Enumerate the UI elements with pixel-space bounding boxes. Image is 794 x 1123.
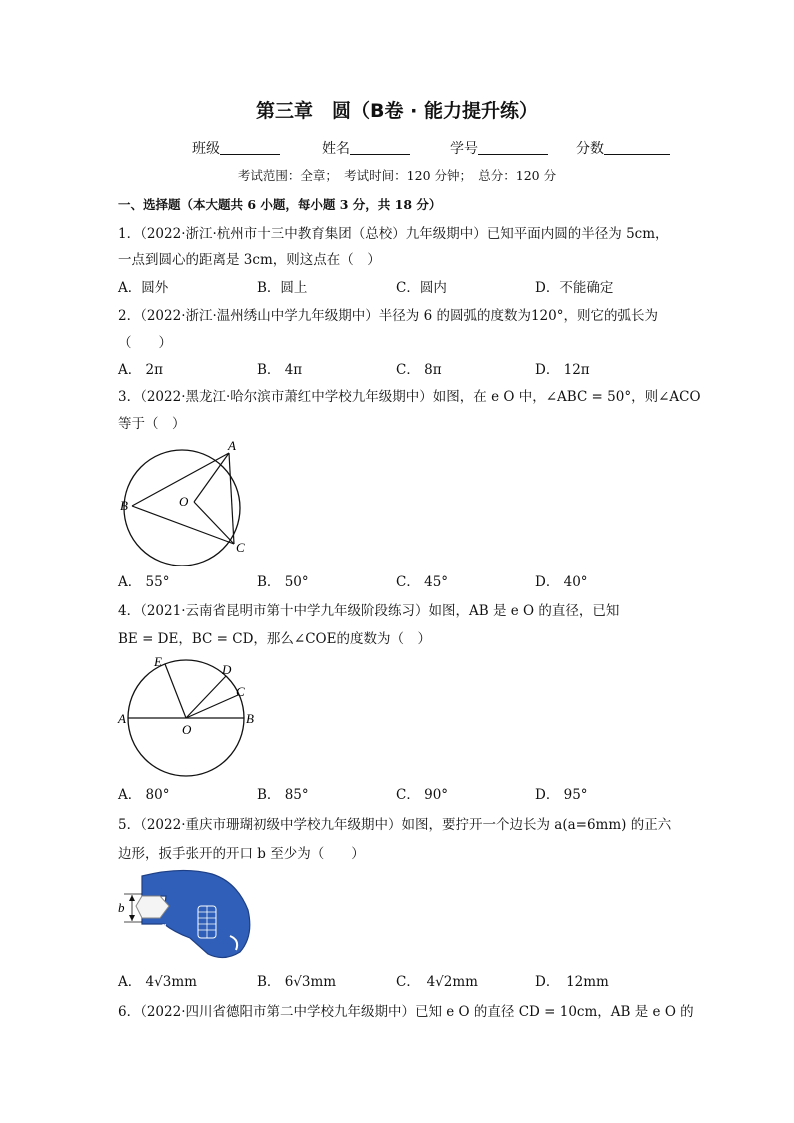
q5-option-a: A． 4√3mm (118, 974, 197, 990)
class-label: 班级 (192, 141, 220, 157)
q4-option-a: A． 80° (118, 787, 170, 803)
q5-option-b: B． 6√3mm (257, 974, 337, 990)
question-2-line1: 2．（2022·浙江·温州绣山中学九年级期中）半径为 6 的圆弧的度数为120°，则它的弧长为 (118, 308, 658, 324)
question-4-line2: BE = DE，BC = CD，那么∠COE的度数为（ ） (118, 631, 431, 647)
q4-label-a: A (118, 711, 126, 726)
page-title: 第三章 圆（B卷 · 能力提升练） (256, 100, 538, 122)
name-label: 姓名 (322, 141, 350, 157)
q3-label-o: O (179, 494, 189, 509)
score-label: 分数 (576, 141, 604, 157)
wrench-figure (112, 866, 272, 962)
q2-option-b: B． 4π (257, 362, 303, 378)
wrench-label-a: a (160, 918, 167, 933)
q4-option-b: B． 85° (257, 787, 309, 803)
wrench-label-b: b (118, 900, 125, 915)
q1-option-a: A．圆外 (118, 280, 169, 296)
q1-option-d: D．不能确定 (535, 280, 614, 296)
q4-label-e: E (154, 654, 162, 669)
class-blank (220, 140, 280, 155)
question-1-line2: 一点到圆心的距离是 3cm，则这点在（ ） (118, 252, 381, 268)
q3-label-a: A (228, 438, 236, 453)
name-field (322, 138, 410, 158)
id-blank (478, 140, 548, 155)
question-5-line1: 5．（2022·重庆市珊瑚初级中学校九年级期中）如图，要拧开一个边长为 a(a=6mm) 的正六 (118, 817, 672, 833)
q4-label-c: C (236, 684, 245, 699)
exam-meta: 考试范围：全章； 考试时间：120 分钟； 总分：120 分 (237, 168, 557, 183)
q3-option-c: C． 45° (396, 574, 449, 590)
q5-option-c: C． 4√2mm (396, 974, 478, 990)
question-2-line2: （ ） (118, 335, 172, 351)
section-heading: 一、选择题（本大题共 6 小题，每小题 3 分，共 18 分） (118, 197, 442, 212)
q3-label-c: C (236, 540, 245, 555)
question-4-line1: 4．（2021·云南省昆明市第十中学九年级阶段练习）如图，AB 是 e O 的直径，已知 (118, 603, 620, 619)
q4-circle-figure (112, 652, 272, 780)
question-3-line1: 3．（2022·黑龙江·哈尔滨市萧红中学校九年级期中）如图，在 e O 中，∠ABC = 50°，则∠ACO (118, 389, 701, 405)
id-label: 学号 (450, 141, 478, 157)
score-field (576, 138, 670, 158)
q3-option-a: A． 55° (118, 574, 170, 590)
q3-label-b: B (120, 498, 128, 513)
class-field (192, 138, 280, 158)
q3-circle-figure (112, 436, 272, 566)
q4-option-c: C． 90° (396, 787, 449, 803)
q1-option-b: B．圆上 (257, 280, 308, 296)
q3-option-d: D． 40° (535, 574, 588, 590)
q4-option-d: D． 95° (535, 787, 588, 803)
q4-label-o: O (182, 722, 192, 737)
q4-label-b: B (246, 711, 254, 726)
question-3-line2: 等于（ ） (118, 416, 186, 432)
q2-option-d: D． 12π (535, 362, 590, 378)
score-blank (604, 140, 670, 155)
question-5-line2: 边形，扳手张开的开口 b 至少为（ ） (118, 846, 365, 862)
id-field (450, 138, 548, 158)
q4-label-d: D (222, 662, 232, 677)
q1-option-c: C．圆内 (396, 280, 447, 296)
question-6-line1: 6．（2022·四川省德阳市第二中学校九年级期中）已知 e O 的直径 CD = 10cm，AB 是 e O 的 (118, 1004, 694, 1020)
q3-option-b: B． 50° (257, 574, 309, 590)
q2-option-c: C． 8π (396, 362, 442, 378)
q5-option-d: D． 12mm (535, 974, 609, 990)
question-1-line1: 1．（2022·浙江·杭州市十三中教育集团（总校）九年级期中）已知平面内圆的半径为 5cm， (118, 226, 669, 242)
q2-option-a: A． 2π (118, 362, 164, 378)
name-blank (350, 140, 410, 155)
